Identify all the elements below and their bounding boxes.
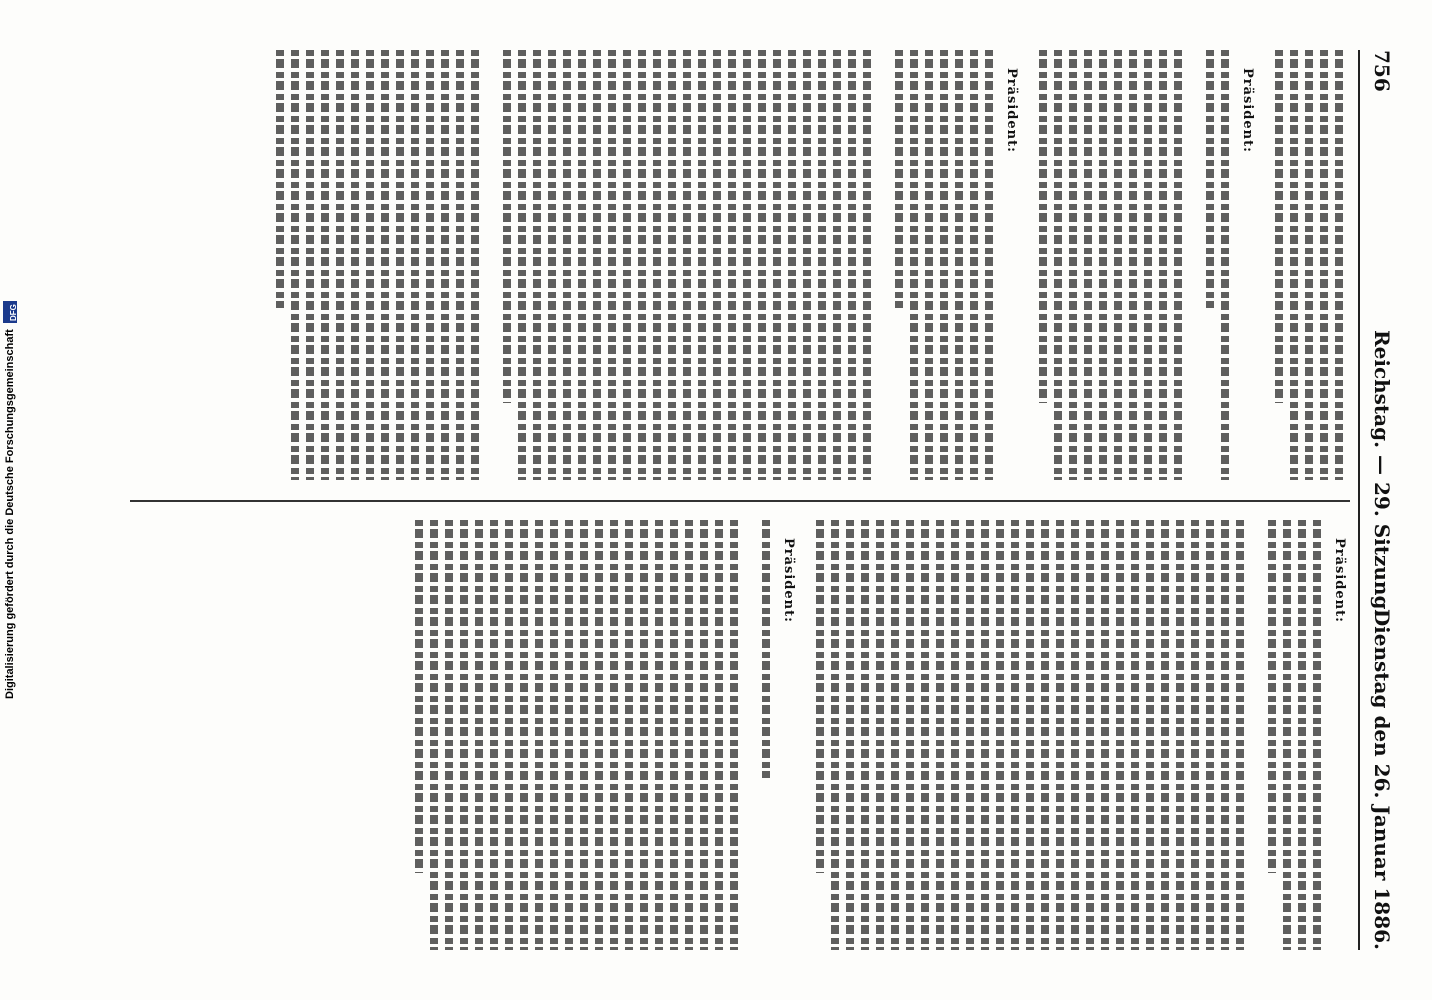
speaker-label: Präsident: [1240,68,1255,153]
dfg-logo: DFG [3,301,17,323]
credit-text: Digitalisierung gefördert durch die Deutsche Forschungsgemeinschaft [4,329,16,699]
speaker-label: Präsident: [1004,68,1019,153]
text-block [276,50,1343,480]
speaker-paragraph [1236,50,1258,480]
page-header [1362,50,1402,950]
column-divider [130,500,1350,502]
right-column [130,520,1350,950]
running-title: Reichstag. — 29. Sitzung. [1370,330,1394,617]
text-block [415,520,1350,950]
speaker-label: Präsident: [1332,538,1347,623]
header-rule [1358,50,1360,950]
speaker-label: Präsident: [781,538,796,623]
speaker-paragraph [1000,50,1022,480]
page-number: 756 [1370,50,1394,92]
date-line: Dienstag den 26. Januar 1886. [1370,608,1394,950]
speaker-paragraph [1328,520,1350,950]
speaker-paragraph [777,520,799,950]
left-column [130,50,1350,480]
rotated-page-content [112,30,1412,970]
digitization-credit [2,0,18,1000]
